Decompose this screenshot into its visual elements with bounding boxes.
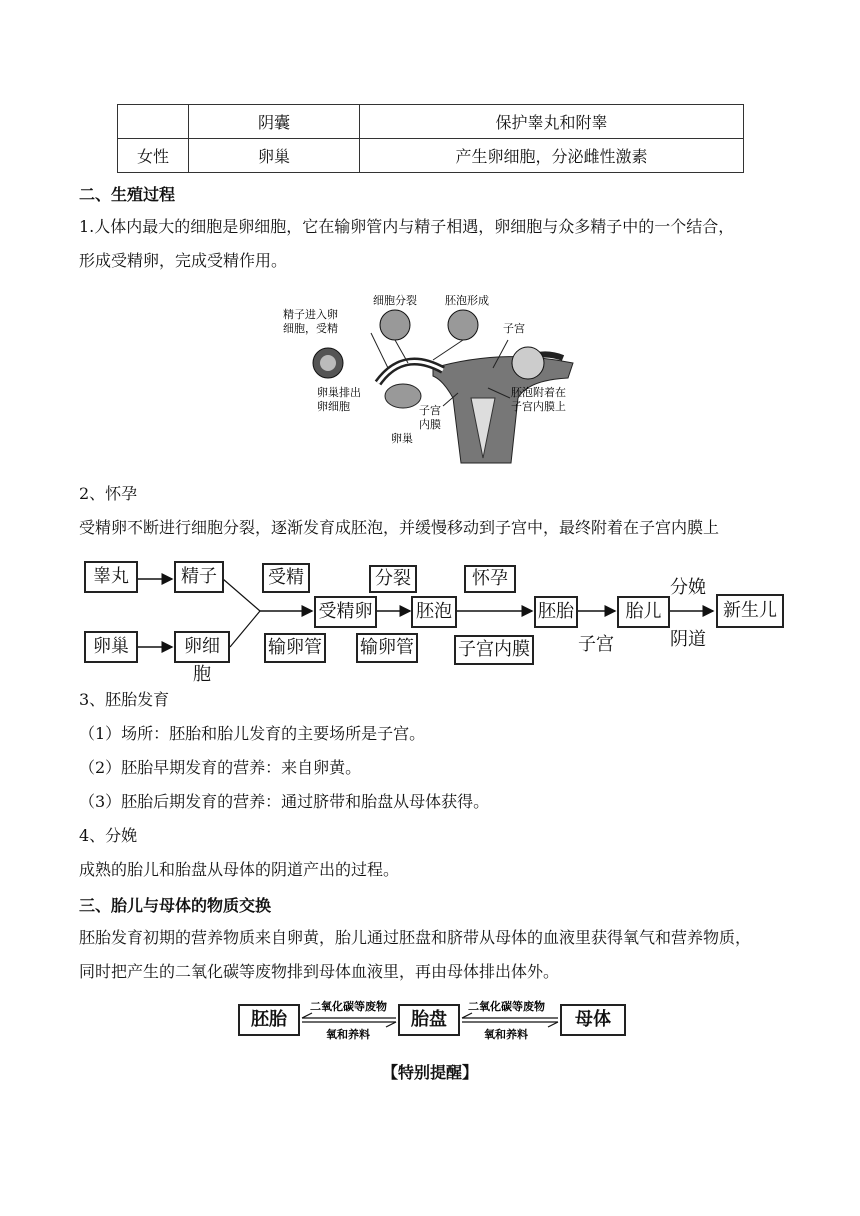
section-heading: 二、生殖过程 bbox=[79, 185, 176, 204]
flow-label-fertilize: 受精 bbox=[262, 563, 310, 593]
subheading: 2、怀孕 bbox=[79, 484, 138, 503]
figure-label: 胚泡形成 bbox=[445, 294, 489, 307]
exchange-box-placenta: 胎盘 bbox=[398, 1004, 460, 1036]
figure-label: 卵巢排出 bbox=[317, 386, 361, 399]
flow-label-oviduct: 输卵管 bbox=[356, 633, 418, 663]
flow-label-uterus: 子宫 bbox=[578, 634, 614, 655]
exchange-box-embryo: 胚胎 bbox=[238, 1004, 300, 1036]
flow-label-pregnancy: 怀孕 bbox=[464, 565, 516, 593]
reproduction-figure bbox=[283, 288, 593, 472]
list-item: （3）胚胎后期发育的营养：通过脐带和胎盘从母体获得。 bbox=[79, 792, 490, 811]
table-cell: 卵巢 bbox=[189, 139, 360, 173]
flow-box-newborn: 新生儿 bbox=[716, 594, 784, 628]
exchange-label-nutrient: 氧和养料 bbox=[326, 1028, 370, 1041]
exchange-label-waste: 二氧化碳等废物 bbox=[468, 1000, 545, 1013]
flow-box-blastocyst: 胚泡 bbox=[411, 596, 457, 628]
list-item: （2）胚胎早期发育的营养：来自卵黄。 bbox=[79, 758, 362, 777]
table-cell: 女性 bbox=[118, 139, 189, 173]
uterus-illustration bbox=[283, 288, 593, 472]
table-row bbox=[118, 139, 744, 173]
table-row bbox=[118, 105, 744, 139]
figure-label: 卵巢 bbox=[391, 432, 413, 445]
figure-label: 胚泡附着在 bbox=[511, 386, 566, 399]
exchange-label-waste: 二氧化碳等废物 bbox=[310, 1000, 387, 1013]
figure-label: 子宫 bbox=[419, 404, 441, 417]
flow-box-embryo: 胚胎 bbox=[534, 596, 578, 628]
paragraph: 受精卵不断进行细胞分裂，逐渐发育成胚泡，并缓慢移动到子宫中，最终附着在子宫内膜上 bbox=[79, 518, 720, 537]
paragraph: 同时把产生的二氧化碳等废物排到母体血液里，再由母体排出体外。 bbox=[79, 962, 560, 981]
list-item: （1）场所：胚胎和胎儿发育的主要场所是子宫。 bbox=[79, 724, 426, 743]
development-flow-diagram bbox=[80, 555, 790, 685]
exchange-diagram bbox=[236, 998, 630, 1042]
table-cell bbox=[118, 105, 189, 139]
figure-label: 细胞，受精 bbox=[283, 322, 338, 335]
flow-box-sperm: 精子 bbox=[174, 561, 224, 593]
figure-label: 卵细胞 bbox=[317, 400, 350, 413]
flow-box-ovary: 卵巢 bbox=[84, 631, 138, 663]
figure-label: 子宫内膜上 bbox=[511, 400, 566, 413]
subheading: 3、胚胎发育 bbox=[79, 690, 170, 709]
subheading: 4、分娩 bbox=[79, 826, 138, 845]
figure-label: 精子进入卵 bbox=[283, 308, 338, 321]
flow-box-egg: 卵细胞 bbox=[174, 631, 230, 663]
exchange-label-nutrient: 氧和养料 bbox=[484, 1028, 528, 1041]
figure-label: 细胞分裂 bbox=[373, 294, 417, 307]
table-cell: 阴囊 bbox=[189, 105, 360, 139]
flow-label-divide: 分裂 bbox=[369, 565, 417, 593]
flow-box-zygote: 受精卵 bbox=[314, 596, 377, 628]
flow-label-delivery: 分娩 bbox=[670, 577, 706, 598]
flow-box-fetus: 胎儿 bbox=[617, 596, 670, 628]
reminder-heading: 【特别提醒】 bbox=[381, 1063, 478, 1082]
table-cell: 保护睾丸和附睾 bbox=[360, 105, 744, 139]
paragraph: 胚胎发育初期的营养物质来自卵黄，胎儿通过胚盘和脐带从母体的血液里获得氧气和营养物质， bbox=[79, 928, 752, 947]
table-cell: 产生卵细胞，分泌雌性激素 bbox=[360, 139, 744, 173]
flow-label-endometrium: 子宫内膜 bbox=[454, 635, 534, 665]
flow-label-vagina: 阴道 bbox=[670, 629, 706, 650]
figure-label: 子宫 bbox=[503, 322, 525, 335]
flow-box-testis: 睾丸 bbox=[84, 561, 138, 593]
section-heading: 三、胎儿与母体的物质交换 bbox=[79, 896, 272, 915]
paragraph: 形成受精卵，完成受精作用。 bbox=[79, 251, 288, 270]
paragraph: 成熟的胎儿和胎盘从母体的阴道产出的过程。 bbox=[79, 860, 400, 879]
organ-table bbox=[117, 104, 744, 173]
exchange-box-mother: 母体 bbox=[560, 1004, 626, 1036]
paragraph: 1.人体内最大的细胞是卵细胞，它在输卵管内与精子相遇，卵细胞与众多精子中的一个结合， bbox=[79, 217, 735, 236]
figure-label: 内膜 bbox=[419, 418, 441, 431]
flow-label-oviduct: 输卵管 bbox=[264, 633, 326, 663]
